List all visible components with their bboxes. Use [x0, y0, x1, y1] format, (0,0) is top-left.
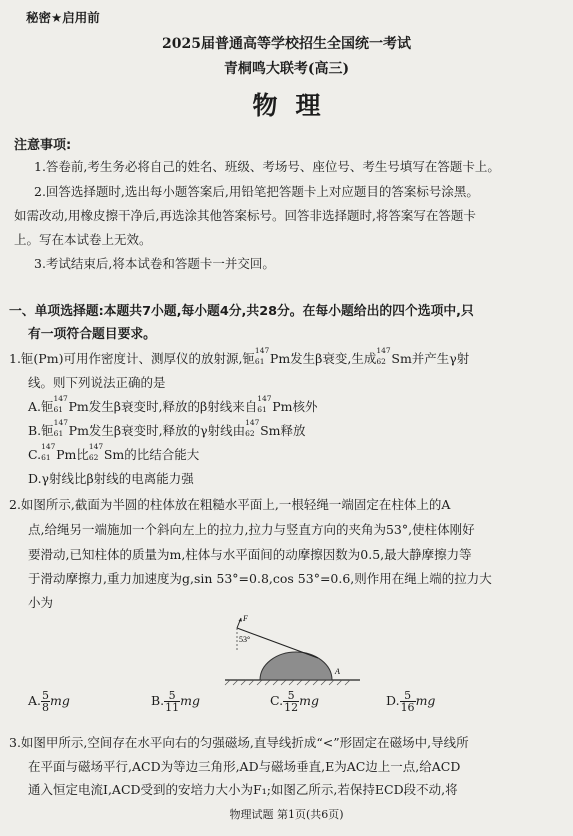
- subject-title: 物理: [252, 91, 339, 120]
- q2-option-d: D. $\frac{5}{16}$ mg: [386, 689, 436, 714]
- q2-stem-cont: 小为: [28, 595, 54, 610]
- notice-heading: 注意事项:: [14, 138, 72, 153]
- exam-title: 2025届普通高等学校招生全国统一考试: [162, 36, 411, 52]
- notice-line: 1.答卷前,考生务必将自己的姓名、班级、考场号、座位号、考生号填写在答题卡上。: [34, 159, 500, 174]
- q2-stem-cont: 于滑动摩擦力,重力加速度为g,sin 53°=0.8,cos 53°=0.6,则作用在绳上端的拉力大: [28, 571, 492, 586]
- confidential-label: 秘密★启用前: [26, 10, 100, 25]
- fig-half-cylinder: [260, 652, 332, 680]
- q1-option-d: D.γ射线比β射线的电离能力强: [28, 471, 194, 486]
- exam-subtitle: 青桐鸣大联考(高三): [223, 61, 350, 77]
- q2-stem-cont: 要滑动,已知柱体的质量为m,柱体与水平面间的动摩擦因数为0.5,最大静摩擦力等: [28, 547, 472, 562]
- q2-option-c: C. $\frac{5}{12}$ mg: [270, 689, 319, 714]
- notice-line: 如需改动,用橡皮擦干净后,再选涂其他答案标号。回答非选择题时,将答案写在答题卡: [14, 208, 476, 223]
- q2-stem-cont: 点,给绳另一端施加一个斜向左上的拉力,拉力与竖直方向的夹角为53°,使柱体刚好: [28, 522, 475, 537]
- isotope-pm: 147 61: [254, 346, 270, 366]
- q1-option-b: B.钷 147 61 Pm发生β衰变时,释放的γ射线由 147 62 Sm释放: [28, 418, 306, 438]
- notice-line: 上。写在本试卷上无效。: [14, 232, 152, 247]
- isotope-sm: 147 62: [376, 346, 391, 366]
- q2-option-b: B. $\frac{5}{11}$ mg: [151, 689, 201, 714]
- q1-stem: 1.钷(Pm)可用作密度计、测厚仪的放射源,钷 147 61 Pm发生β衰变,生成 147 62 Sm并产生γ射: [9, 346, 470, 366]
- q1-option-a: A.钷 147 61 Pm发生β衰变时,释放的β射线来自 147 61 Pm核外: [28, 394, 318, 414]
- section-heading: 一、单项选择题:本题共7小题,每小题4分,共28分。在每小题给出的四个选项中,只: [9, 304, 474, 319]
- fig-label-angle: 53°: [239, 635, 251, 644]
- q1-option-c: C. 147 61 Pm比 147 62 Sm的比结合能大: [28, 442, 200, 462]
- notice-line: 3.考试结束后,将本试卷和答题卡一并交回。: [34, 256, 275, 271]
- fig-label-F: F: [243, 614, 248, 623]
- notice-line: 2.回答选择题时,选出每小题答案后,用铅笔把答题卡上对应题目的答案标号涂黑。: [34, 184, 479, 199]
- q2-stem: 2.如图所示,截面为半圆的柱体放在粗糙水平面上,一根轻绳一端固定在柱体上的A: [9, 497, 451, 512]
- q2-figure: [220, 612, 370, 692]
- q2-option-a: A. $\frac{5}{8}$ mg: [28, 689, 70, 714]
- section-heading-cont: 有一项符合题目要求。: [28, 327, 156, 342]
- q3-stem-cont: 通入恒定电流I,ACD受到的安培力大小为F₁;如图乙所示,若保持ECD段不动,将: [28, 782, 458, 797]
- fig-label-A: A: [335, 667, 340, 676]
- q3-stem-cont: 在平面与磁场平行,ACD为等边三角形,AD与磁场垂直,E为AC边上一点,给ACD: [28, 759, 461, 774]
- q1-stem-cont: 线。则下列说法正确的是: [28, 375, 166, 390]
- q3-stem: 3.如图甲所示,空间存在水平向右的匀强磁场,直导线折成“<”形固定在磁场中,导线所: [9, 735, 469, 750]
- fig-ground-hatching: [225, 680, 350, 685]
- page-footer: 物理试题 第1页(共6页): [229, 808, 344, 821]
